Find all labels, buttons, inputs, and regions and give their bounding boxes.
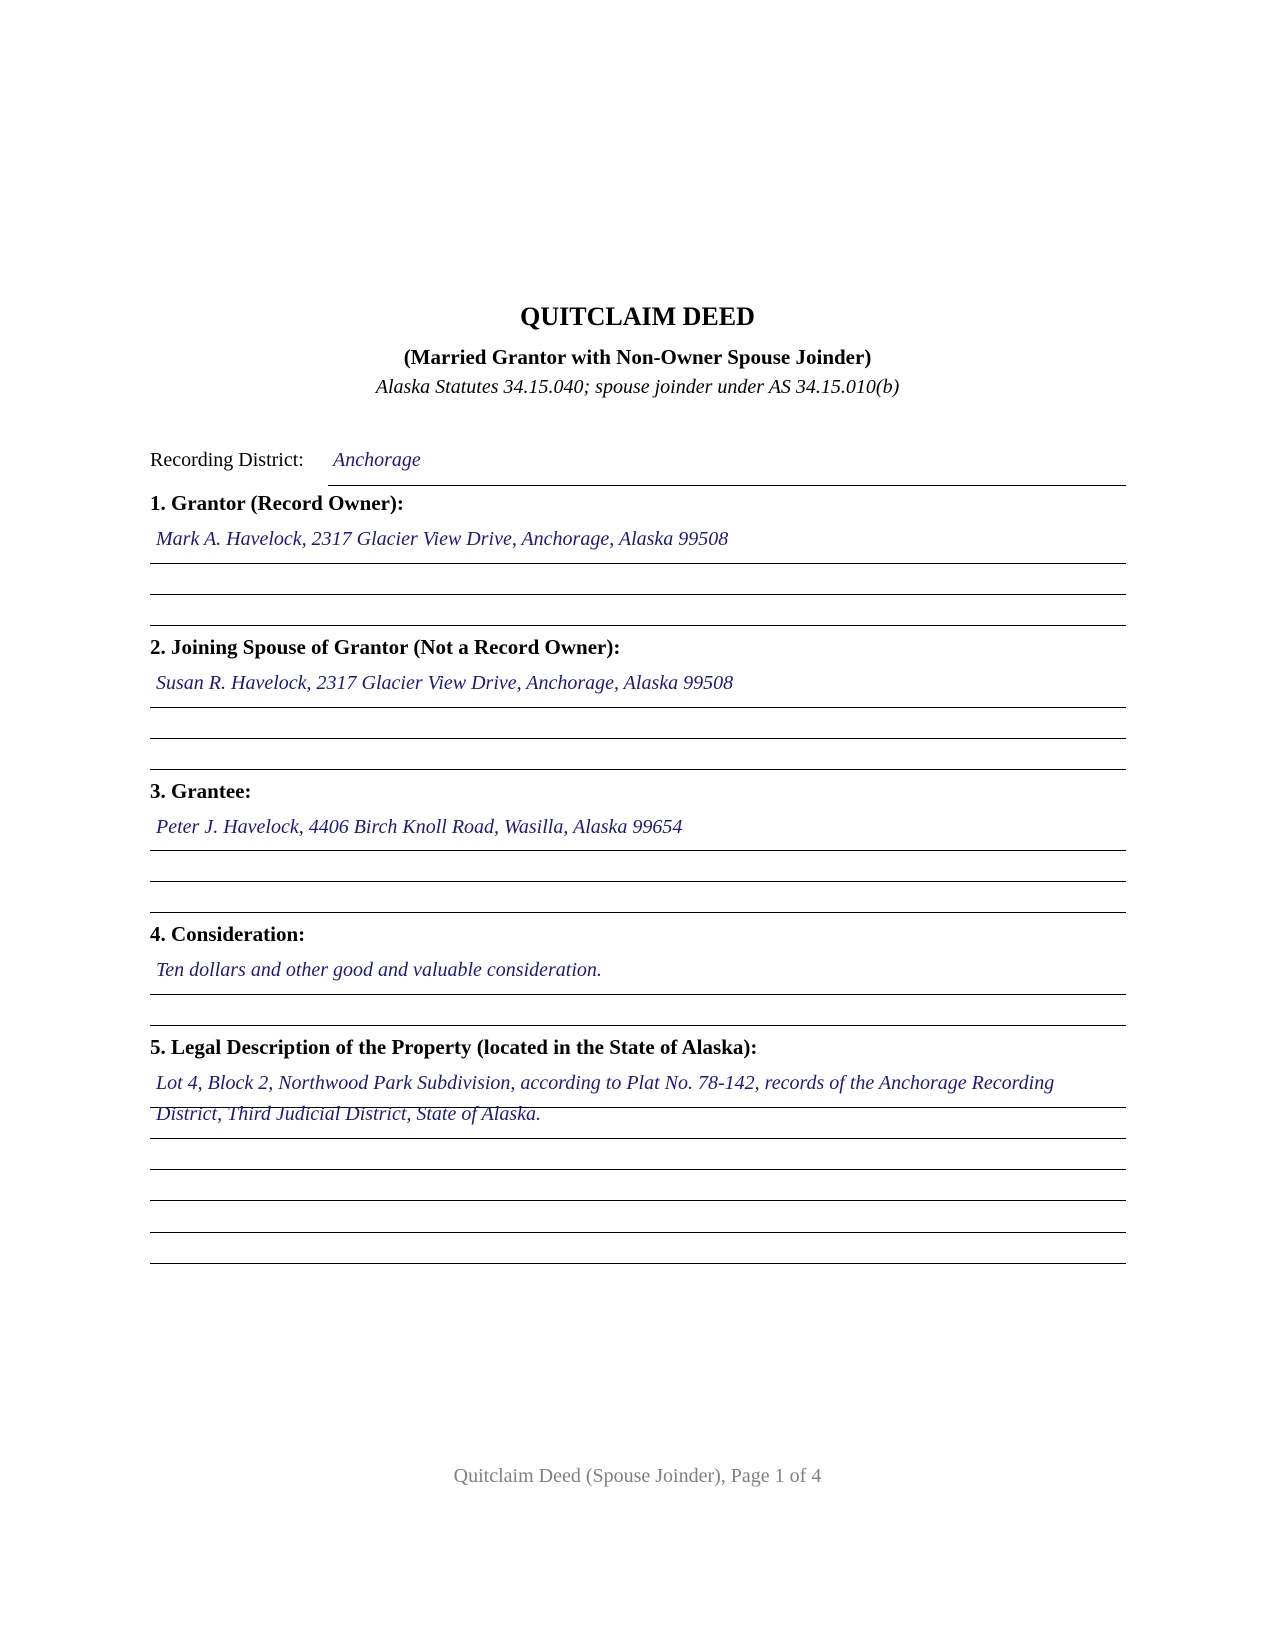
- grantor-line: [150, 563, 1126, 564]
- spouse-value[interactable]: Susan R. Havelock, 2317 Glacier View Drive, Anchorage, Alaska 99508: [156, 672, 734, 694]
- grantor-line: [150, 625, 1126, 626]
- legal-description-line: [150, 1169, 1126, 1170]
- legal-description-line: [150, 1232, 1126, 1233]
- spouse-line: [150, 738, 1126, 739]
- legal-description-line: [150, 1263, 1126, 1264]
- consideration-value[interactable]: Ten dollars and other good and valuable consideration.: [156, 959, 602, 981]
- legal-description-heading: 5. Legal Description of the Property (located in the State of Alaska):: [150, 1035, 758, 1059]
- document-subtitle: (Married Grantor with Non-Owner Spouse Joinder): [403, 345, 872, 369]
- consideration-line: [150, 1025, 1126, 1026]
- spouse-line: [150, 769, 1126, 770]
- legal-description-line: [150, 1200, 1126, 1201]
- grantor-line: [150, 594, 1126, 595]
- grantor-value[interactable]: Mark A. Havelock, 2317 Glacier View Drive, Anchorage, Alaska 99508: [156, 528, 729, 550]
- legal-description-line-1[interactable]: Lot 4, Block 2, Northwood Park Subdivision, according to Plat No. 78-142, records of the Anchorage Recording: [156, 1072, 1055, 1094]
- page-footer: Quitclaim Deed (Spouse Joinder), Page 1 of 4: [453, 1465, 822, 1487]
- consideration-heading: 4. Consideration:: [150, 922, 306, 946]
- recording-district-value[interactable]: Anchorage: [333, 449, 421, 471]
- legal-description-line-2[interactable]: District, Third Judicial District, State of Alaska.: [156, 1103, 541, 1125]
- recording-district-line: [328, 485, 1126, 486]
- grantee-value[interactable]: Peter J. Havelock, 4406 Birch Knoll Road, Wasilla, Alaska 99654: [156, 816, 683, 838]
- consideration-line: [150, 994, 1126, 995]
- grantee-line: [150, 912, 1126, 913]
- grantor-heading: 1. Grantor (Record Owner):: [150, 491, 404, 515]
- legal-description-line: [150, 1138, 1126, 1139]
- document-title: QUITCLAIM DEED: [520, 302, 755, 331]
- recording-district-label: Recording District:: [150, 449, 304, 471]
- spouse-heading: 2. Joining Spouse of Grantor (Not a Record Owner):: [150, 635, 621, 659]
- grantee-line: [150, 881, 1126, 882]
- grantee-heading: 3. Grantee:: [150, 779, 252, 803]
- statute-citation: Alaska Statutes 34.15.040; spouse joinder under AS 34.15.010(b): [375, 376, 900, 398]
- grantee-line: [150, 850, 1126, 851]
- spouse-line: [150, 707, 1126, 708]
